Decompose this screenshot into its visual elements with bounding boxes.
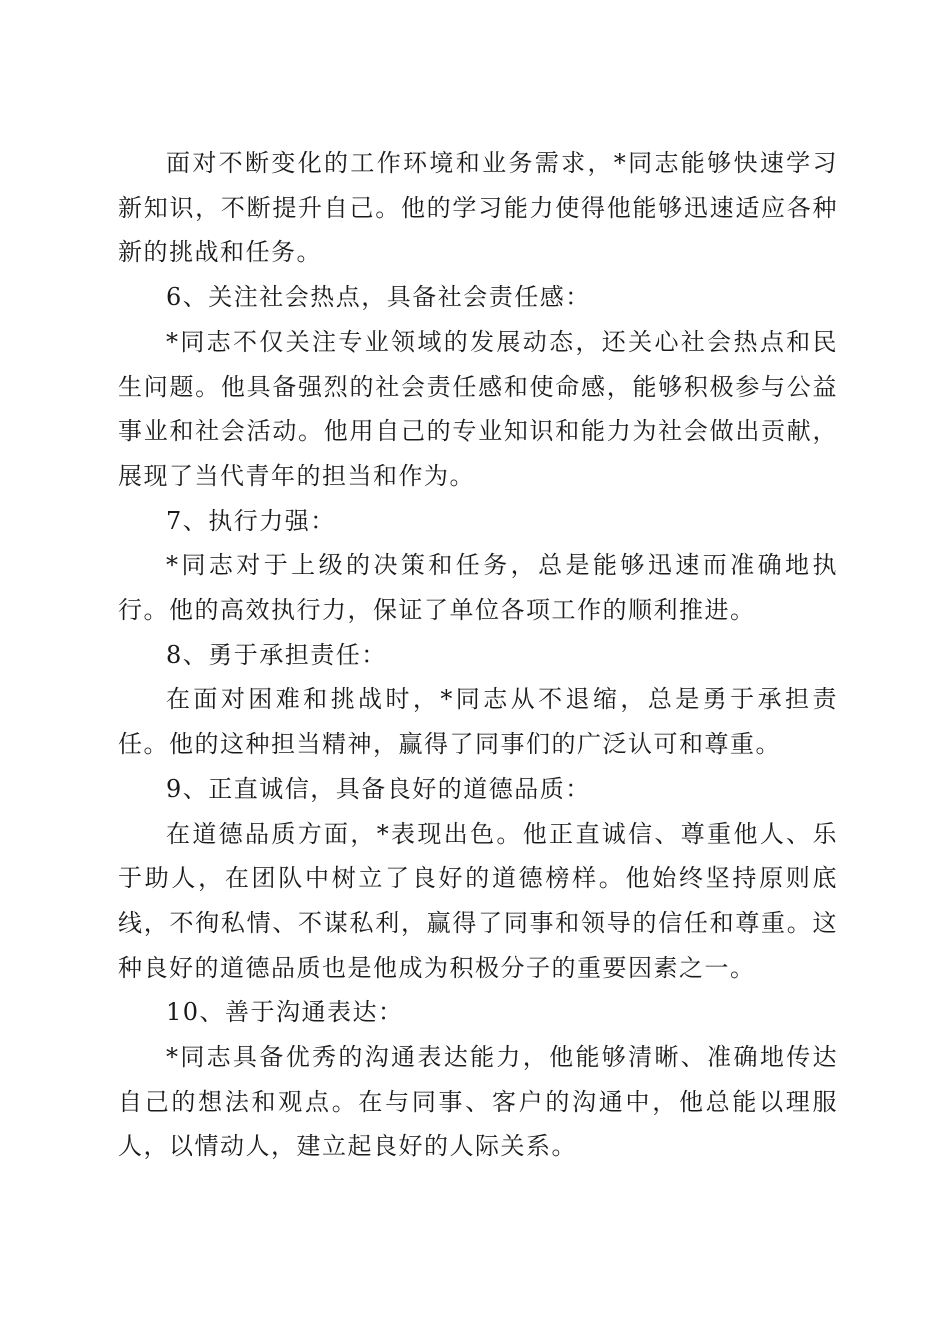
paragraph-social-responsibility: *同志不仅关注专业领域的发展动态，还关心社会热点和民生问题。他具备强烈的社会责任感和使命感，能够积极参与公益事业和社会活动。他用自己的专业知识和能力为社会做出贡献，展现了当代青年的担当和作为。 <box>118 327 838 490</box>
paragraph-communication: *同志具备优秀的沟通表达能力，他能够清晰、准确地传达自己的想法和观点。在与同事、客户的沟通中，他总能以理服人，以情动人，建立起良好的人际关系。 <box>118 1043 838 1161</box>
paragraph-integrity: 在道德品质方面，*表现出色。他正直诚信、尊重他人、乐于助人，在团队中树立了良好的道德榜样。他始终坚持原则底线，不徇私情、不谋私利，赢得了同事和领导的信任和尊重。这种良好的道德品质也是他成为积极分子的重要因素之一。 <box>118 819 838 982</box>
heading-social-responsibility: 6、关注社会热点，具备社会责任感： <box>166 283 591 312</box>
heading-execution: 7、执行力强： <box>166 506 336 535</box>
heading-communication: 10、善于沟通表达： <box>166 998 404 1027</box>
heading-responsibility: 8、勇于承担责任： <box>166 640 387 669</box>
heading-integrity: 9、正直诚信，具备良好的道德品质： <box>166 774 591 803</box>
paragraph-learning-ability: 面对不断变化的工作环境和业务需求，*同志能够快速学习新知识，不断提升自己。他的学习能力使得他能够迅速适应各种新的挑战和任务。 <box>118 149 838 267</box>
document-body <box>118 141 838 1169</box>
paragraph-responsibility: 在面对困难和挑战时，*同志从不退缩，总是勇于承担责任。他的这种担当精神，赢得了同事们的广泛认可和尊重。 <box>118 685 838 759</box>
paragraph-execution: *同志对于上级的决策和任务，总是能够迅速而准确地执行。他的高效执行力，保证了单位各项工作的顺利推进。 <box>118 551 838 625</box>
